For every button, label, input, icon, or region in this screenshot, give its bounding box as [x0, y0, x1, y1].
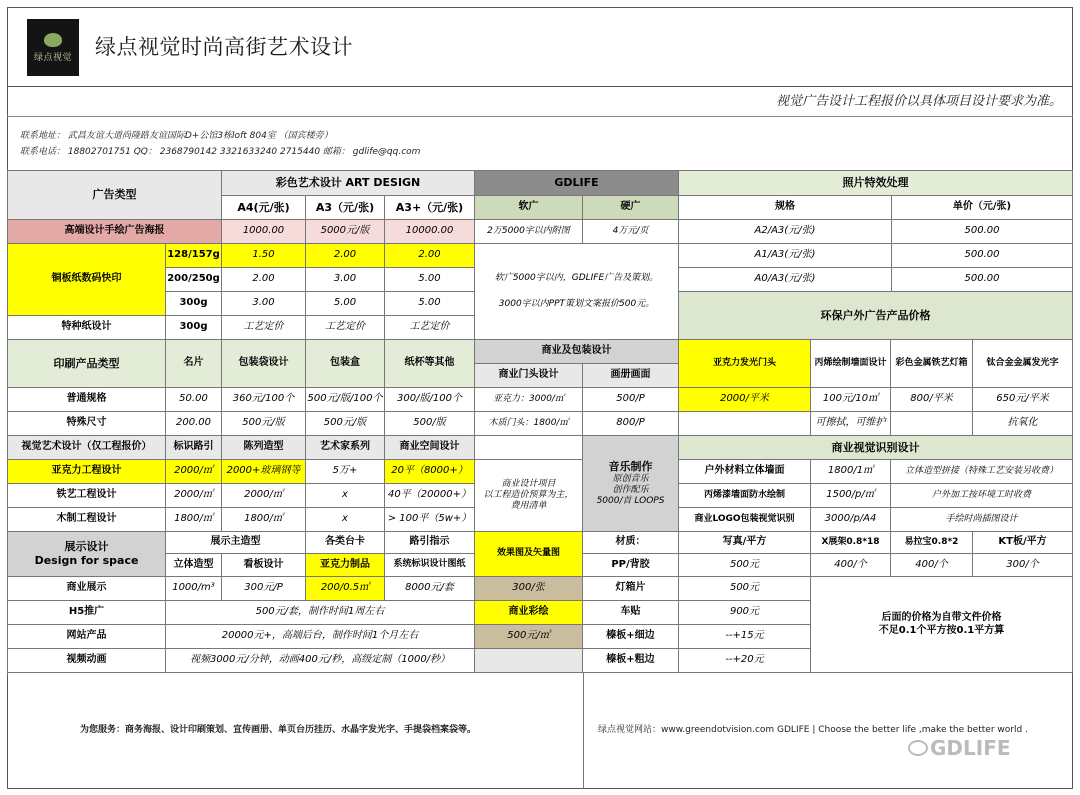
cell-empty-metal	[891, 412, 973, 436]
cell-gdlife: GDLIFE	[475, 171, 679, 196]
wechat-icon	[908, 740, 928, 756]
cell-car-price: 900元	[679, 601, 811, 625]
cell-wp-space: > 100平（5w+）	[385, 508, 475, 532]
cell-n-cup: 300/版/100个	[385, 388, 475, 412]
cell-g200-a3p: 5.00	[385, 268, 475, 292]
cell-g300-a4: 3.00	[222, 292, 306, 316]
cell-ti-note: 抗氧化	[973, 412, 1073, 436]
cell-wp-sign: 1800/㎡	[166, 508, 222, 532]
cell-wp-disp: 1800/㎡	[222, 508, 306, 532]
cell-com-proj	[475, 460, 583, 532]
cell-photo-r3-spec: A0/A3(元/张)	[679, 268, 892, 292]
cell-cs-acr: 200/0.5㎡	[306, 577, 385, 601]
cell-com-show: 商业展示	[8, 577, 166, 601]
cell-s-album: 800/P	[583, 412, 679, 436]
cell-cs-render: 300/张	[475, 577, 583, 601]
cell-lp-note: 手绘时尚插图设计	[891, 508, 1073, 532]
cell-main-shape: 展示主造型	[166, 532, 306, 554]
cell-pp-photo: 500元	[679, 554, 811, 577]
cell-print-type: 印刷产品类型	[8, 340, 166, 388]
cell-aw-price: 1500/p/㎡	[811, 484, 891, 508]
cell-glow-price: 2000/平米	[679, 388, 811, 412]
cell-acr-head: 亚克力：3000/㎡	[475, 388, 583, 412]
cell-coated: 铜板纸数码快印	[8, 244, 166, 316]
cell-hard-price: 4万元/页	[583, 220, 679, 244]
cell-acrylic-glow: 亚克力发光门头	[679, 340, 811, 388]
cell-guide: 路引指示	[385, 532, 475, 554]
cell-music	[583, 436, 679, 532]
cell-g300: 300g	[166, 292, 222, 316]
cell-soft-desc	[475, 244, 679, 340]
cell-ip-disp: 2000/㎡	[222, 484, 306, 508]
cell-lp-price: 3000/p/A4	[811, 508, 891, 532]
cell-wall-price: 100元/10㎡	[811, 388, 891, 412]
cell-ap-disp: 2000+玻璃钢等	[222, 460, 306, 484]
cell-pp-kt: 300/个	[973, 554, 1073, 577]
cell-cs-sign: 8000元/套	[385, 577, 475, 601]
contact-phone: 联系电话： 18802701751 QQ： 2368790142 3321633240 2715440 邮箱： gdlife@qq.com	[20, 147, 421, 157]
cell-n-box: 500元/版/100个	[306, 388, 385, 412]
self-file-2: 不足0.1个平方按0.1平方算	[878, 624, 1005, 636]
contact-address: 联系地址： 武昌友谊大道尚隆路友谊国际D+公馆3栋loft 804室 （国宾楼旁）	[20, 131, 333, 141]
cell-s-bag: 500元/版	[222, 412, 306, 436]
cell-box: 包装盒	[306, 340, 385, 388]
footer-divider	[583, 673, 584, 789]
cell-ap-art: 5万+	[306, 460, 385, 484]
cell-hard-ad: 硬广	[583, 196, 679, 220]
cell-acr-proj: 亚克力工程设计	[8, 460, 166, 484]
cell-display: 陈列造型	[222, 436, 306, 460]
cell-ow-price: 1800/1㎡	[811, 460, 891, 484]
cell-com-color: 商业彩绘	[475, 601, 583, 625]
cell-photo-fx: 照片特效处理	[679, 171, 1073, 196]
cell-s-card: 200.00	[166, 412, 222, 436]
cell-cup: 纸杯等其他	[385, 340, 475, 388]
header	[7, 7, 1073, 87]
cell-poster-a4: 1000.00	[222, 220, 306, 244]
cell-video: 视频动画	[8, 649, 166, 673]
cell-special-size: 特殊尺寸	[8, 412, 166, 436]
cell-g300-a3p: 5.00	[385, 292, 475, 316]
exhibit-en: Design for space	[34, 554, 139, 567]
cell-acid-water: 丙烯漆墙面防水绘制	[679, 484, 811, 508]
cell-photo-r3-price: 500.00	[892, 268, 1073, 292]
cell-acr-goods: 亚克力制品	[306, 554, 385, 577]
cell-snow-ply2: 榛板+粗边	[583, 649, 679, 673]
cell-sign: 标识路引	[166, 436, 222, 460]
cell-soft-price: 2万5000字以内附图	[475, 220, 583, 244]
cell-iron-proj: 铁艺工程设计	[8, 484, 166, 508]
cell-space: 商业空间设计	[385, 436, 475, 460]
pricing-note: 视觉广告设计工程报价以具体项目设计要求为准。	[775, 94, 1062, 109]
cell-g128-a4: 1.50	[222, 244, 306, 268]
cell-pp-easy: 400/个	[891, 554, 973, 577]
cell-metal-price: 800/平米	[891, 388, 973, 412]
cell-stand: 各类台卡	[306, 532, 385, 554]
cell-g128-a3: 2.00	[306, 244, 385, 268]
cell-g200-a4: 2.00	[222, 268, 306, 292]
cell-aw-note: 户外加工按环境工时收费	[891, 484, 1073, 508]
cell-video-desc: 视频3000元/分钟，动画400元/秒，高级定制（1000/秒）	[166, 649, 475, 673]
com-proj-3: 费用清单	[510, 501, 547, 512]
cell-snow-ply: 榛板+细边	[583, 625, 679, 649]
cell-kt: KT板/平方	[973, 532, 1073, 554]
cell-ap-space: 20平（8000+）	[385, 460, 475, 484]
cell-g200-a3: 3.00	[306, 268, 385, 292]
cell-special-paper: 特种纸设计	[8, 316, 166, 340]
cell-s-box: 500元/版	[306, 412, 385, 436]
footer-services: 为您服务：商务海报、设计印刷策划、宣传画册、单页台历挂历、水晶字发光字、手提袋档案袋等。	[80, 725, 477, 735]
cell-h5: H5推广	[8, 601, 166, 625]
cell-n-bag: 360元/100个	[222, 388, 306, 412]
cell-card: 名片	[166, 340, 222, 388]
cell-pp: PP/背胶	[583, 554, 679, 577]
cell-poster-a3p: 10000.00	[385, 220, 475, 244]
cell-empty-vis	[475, 436, 583, 460]
cell-g200: 200/250g	[166, 268, 222, 292]
page-title: 绿点视觉时尚高街艺术设计	[95, 35, 353, 59]
cell-n-card: 50.00	[166, 388, 222, 412]
cell-artist: 艺术家系列	[306, 436, 385, 460]
cell-sp-a3: 工艺定价	[306, 316, 385, 340]
cell-a4: A4(元/张)	[222, 196, 306, 220]
cell-s-cup: 500/版	[385, 412, 475, 436]
cell-wood-proj: 木制工程设计	[8, 508, 166, 532]
cell-eco-title: 环保户外广告产品价格	[679, 292, 1073, 340]
cell-easy-pull: 易拉宝0.8*2	[891, 532, 973, 554]
cell-empty-glow	[679, 412, 811, 436]
cell-wall-note: 可擦拭，可维护	[811, 412, 891, 436]
cell-ow-note: 立体造型拼接（特殊工艺安装另收费）	[891, 460, 1073, 484]
cell-snow-price: --+15元	[679, 625, 811, 649]
exhibit-title: 展示设计	[64, 540, 109, 554]
cell-render: 效果图及矢量图	[475, 532, 583, 577]
cell-web-desc: 20000元+，高端后台，制作时间1个月左右	[166, 625, 475, 649]
cell-cc-price: 500元/㎡	[475, 625, 583, 649]
cell-soft-ad: 软广	[475, 196, 583, 220]
cell-spec: 规格	[679, 196, 892, 220]
cell-ti-metal: 钛合金金属发光字	[973, 340, 1073, 388]
cell-vi: 商业视觉识别设计	[679, 436, 1073, 460]
cell-x-frame: X展架0.8*18	[811, 532, 891, 554]
cell-shop-head: 商业门头设计	[475, 364, 583, 388]
cell-poster-a3: 5000元/版	[306, 220, 385, 244]
cell-exhibit	[8, 532, 166, 577]
logo	[27, 19, 79, 76]
music-title: 音乐制作	[608, 459, 653, 473]
cell-album: 画册画面	[583, 364, 679, 388]
cell-wp-art: x	[306, 508, 385, 532]
cell-sp-a3p: 工艺定价	[385, 316, 475, 340]
cell-empty-video	[475, 649, 583, 673]
cell-material: 材质：	[583, 532, 679, 554]
leaf-icon	[44, 33, 62, 47]
soft-desc-1: 软广5000字以内，GDLIFE广告及策划。	[494, 273, 659, 284]
com-proj-1: 商业设计项目	[501, 478, 556, 489]
cell-pp-x: 400/个	[811, 554, 891, 577]
cell-photo-sq: 写真/平方	[679, 532, 811, 554]
cell-com-pack: 商业及包装设计	[475, 340, 679, 364]
cell-a3: A3（元/张)	[306, 196, 385, 220]
cell-car: 车贴	[583, 601, 679, 625]
cell-ad-type: 广告类型	[8, 171, 222, 220]
music-2: 创作配乐	[612, 484, 649, 495]
cell-visual-art: 视觉艺术设计（仅工程报价）	[8, 436, 166, 460]
cell-lb-price: 500元	[679, 577, 811, 601]
cell-ip-space: 40平（20000+）	[385, 484, 475, 508]
cell-a3p: A3+（元/张)	[385, 196, 475, 220]
cell-color-metal: 彩色金属铁艺灯箱	[891, 340, 973, 388]
contact-info	[20, 128, 420, 160]
cell-photo-r2-price: 500.00	[892, 244, 1073, 268]
cell-outdoor-wall: 户外材料立体墙面	[679, 460, 811, 484]
cell-poster: 高端设计手绘广告海报	[8, 220, 222, 244]
music-3: 5000/首 LOOPS	[596, 496, 665, 506]
cell-ip-art: x	[306, 484, 385, 508]
divider	[7, 116, 1073, 117]
cell-photo-r2-spec: A1/A3(元/张)	[679, 244, 892, 268]
cell-g128: 128/157g	[166, 244, 222, 268]
cell-wood-head: 木质门头：1800/㎡	[475, 412, 583, 436]
footer-website: 绿点视觉网站：www.greendotvision.com GDLIFE | Choose the better life ,make the better world .	[598, 725, 1028, 735]
com-proj-2: 以工程造价预算为主，	[483, 489, 574, 500]
cell-acid-wall: 丙烯绘制墙面设计	[811, 340, 891, 388]
cell-cs-solid: 1000/m³	[166, 577, 222, 601]
cell-bag: 包装袋设计	[222, 340, 306, 388]
cell-lightbox: 灯箱片	[583, 577, 679, 601]
cell-ti-price: 650元/平米	[973, 388, 1073, 412]
cell-photo-r1-spec: A2/A3(元/张)	[679, 220, 892, 244]
logo-text: 绿点视觉	[33, 52, 72, 63]
cell-sign-sys: 系统标识设计图纸	[385, 554, 475, 577]
watermark: GDLIFE	[930, 736, 1011, 760]
cell-self-file	[811, 577, 1073, 673]
cell-g300-a3: 5.00	[306, 292, 385, 316]
self-file-1: 后面的价格为自带文件价格	[881, 612, 1002, 623]
cell-board: 看板设计	[222, 554, 306, 577]
cell-normal-spec: 普通规格	[8, 388, 166, 412]
music-1: 原创音乐	[612, 473, 649, 484]
cell-snow-price2: --+20元	[679, 649, 811, 673]
cell-web: 网站产品	[8, 625, 166, 649]
cell-ip-sign: 2000/㎡	[166, 484, 222, 508]
cell-cs-board: 300元/P	[222, 577, 306, 601]
cell-sp300: 300g	[166, 316, 222, 340]
cell-photo-r1-price: 500.00	[892, 220, 1073, 244]
cell-solid: 立体造型	[166, 554, 222, 577]
soft-desc-2: 3000字以内PPT策划文案报价500元。	[498, 298, 655, 309]
cell-g128-a3p: 2.00	[385, 244, 475, 268]
cell-unit-price: 单价（元/张)	[892, 196, 1073, 220]
cell-ap-sign: 2000/㎡	[166, 460, 222, 484]
cell-h5-desc: 500元/套，制作时间1周左右	[166, 601, 475, 625]
cell-logo-pack: 商业LOGO包装视觉识别	[679, 508, 811, 532]
cell-art-design: 彩色艺术设计 ART DESIGN	[222, 171, 475, 196]
cell-sp-a4: 工艺定价	[222, 316, 306, 340]
cell-n-album: 500/P	[583, 388, 679, 412]
